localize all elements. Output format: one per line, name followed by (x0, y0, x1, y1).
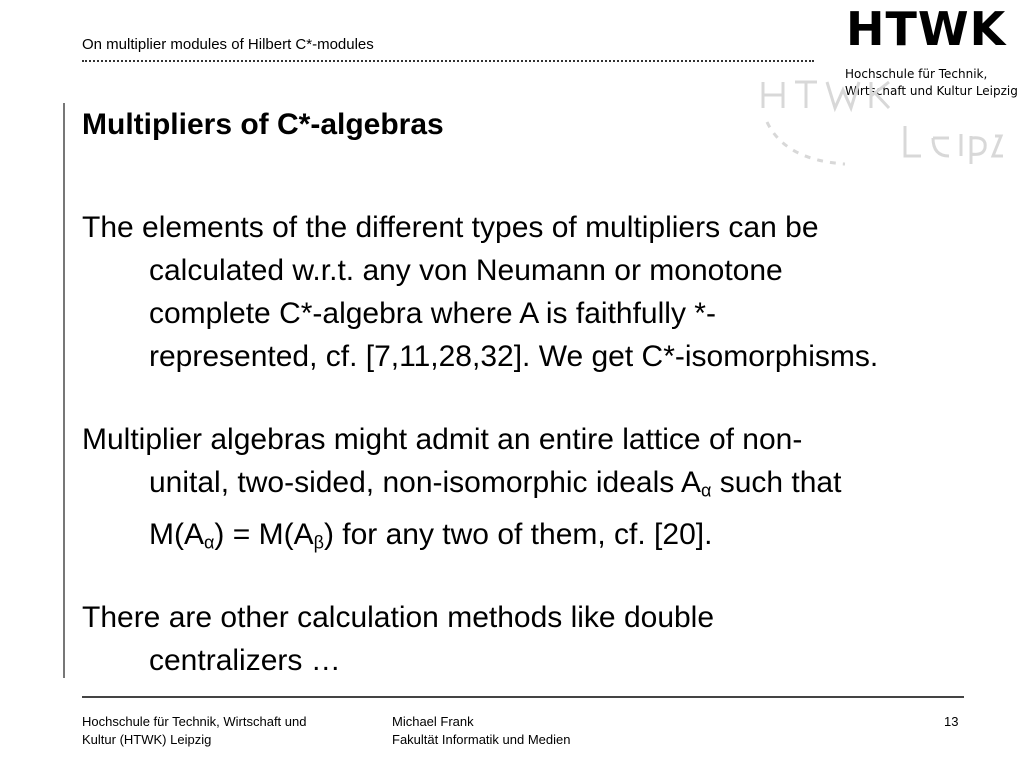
paragraph-1-line-2: calculated w.r.t. any von Neumann or monotone (149, 254, 783, 287)
subscript-alpha: α (204, 532, 215, 552)
paragraph-2-line-3-c: ) for any two of them, cf. [20]. (323, 517, 713, 551)
paragraph-2-line-2 (82, 461, 1022, 513)
paragraph-2-line-3-a: M(A (149, 517, 204, 551)
paragraph-2 (82, 418, 1022, 564)
paragraph-2-line-3-b: ) = M(A (214, 517, 314, 551)
htwk-watermark-logo (755, 60, 1005, 170)
footer-institution (82, 713, 306, 749)
slide-title: Multipliers of C*-algebras (82, 108, 444, 141)
paragraph-1-line-4: represented, cf. [7,11,28,32]. We get C*-isomorphisms. (149, 340, 879, 373)
footer-divider (82, 696, 964, 698)
paragraph-2-line-1: Multiplier algebras might admit an entire lattice of non- (82, 423, 803, 456)
footer-faculty: Fakultät Informatik und Medien (392, 732, 571, 747)
subscript-alpha: α (700, 480, 712, 501)
paragraph-3 (82, 596, 1022, 682)
subscript-beta: β (313, 532, 324, 552)
logo-subtitle-line1: Hochschule für Technik, (845, 67, 988, 81)
footer-author-name: Michael Frank (392, 714, 474, 729)
header-divider (82, 60, 814, 62)
paragraph-3-line-1: There are other calculation methods like double (82, 601, 715, 634)
paragraph-3-line-2: centralizers … (149, 644, 341, 677)
htwk-logo: HTWK (846, 2, 1007, 56)
paragraph-1-line-1: The elements of the different types of multipliers can be (82, 211, 819, 244)
footer-institution-line2: Kultur (HTWK) Leipzig (82, 732, 212, 747)
header-title: On multiplier modules of Hilbert C*-modules (82, 36, 374, 53)
paragraph-1 (82, 206, 1022, 378)
footer-author (392, 713, 570, 749)
paragraph-2-line-2-tail: such that (711, 466, 842, 499)
paragraph-2-line-3 (82, 513, 1022, 565)
left-accent-bar (63, 103, 65, 678)
paragraph-2-line-2-text: unital, two-sided, non-isomorphic ideals A (149, 466, 701, 499)
paragraph-1-line-3: complete C*-algebra where A is faithfully *- (149, 297, 716, 330)
logo-subtitle-line2: Wirtschaft und Kultur Leipzig (845, 84, 1018, 98)
footer-institution-line1: Hochschule für Technik, Wirtschaft und (82, 714, 307, 729)
page-number: 13 (944, 714, 959, 729)
